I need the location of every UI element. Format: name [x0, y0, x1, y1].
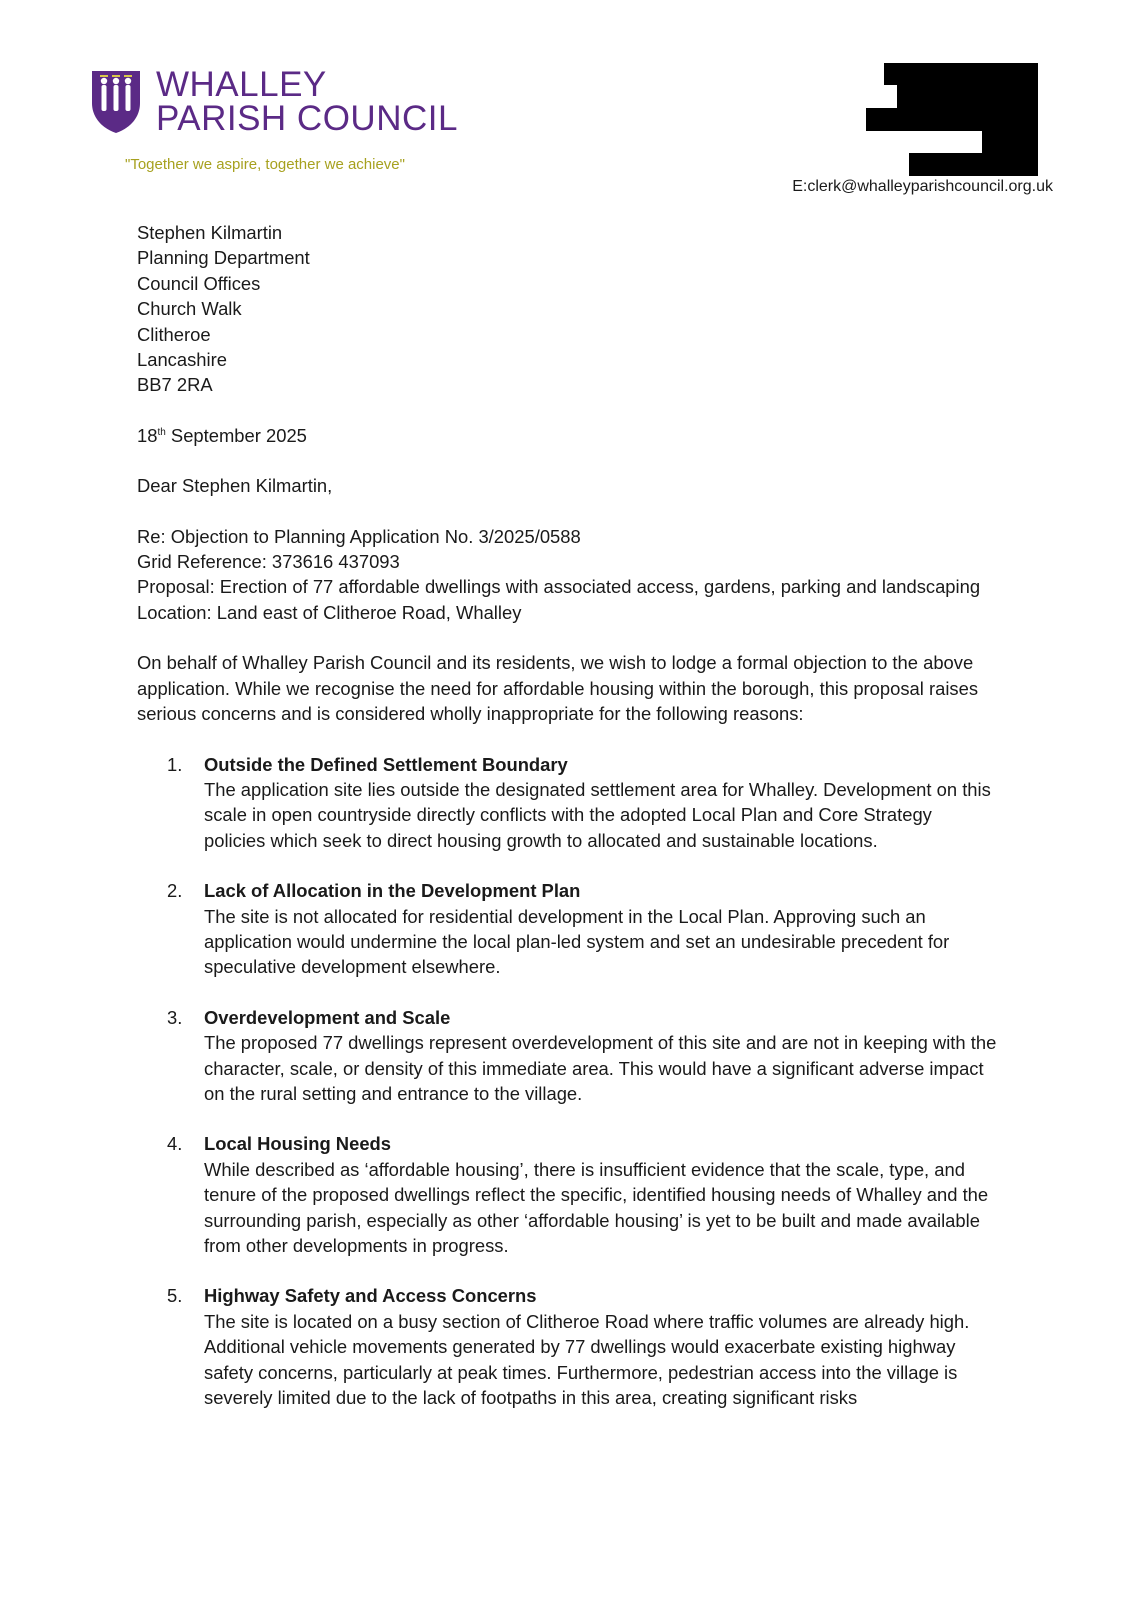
intro-paragraph: On behalf of Whalley Parish Council and its residents, we wish to lodge a formal objection to the above application. While we recognise the need for affordable housing within the borough, this proposal raises serious concerns and is considered wholly inappropriate for the following reasons: [137, 652, 979, 725]
reason-body: The proposed 77 dwellings represent overdevelopment of this site and are not in keeping with the character, scale, or density of this immediate area. This would have a significant adverse impact on the rural setting and entrance to the village. [204, 1032, 997, 1104]
address-line: Planning Department [137, 247, 310, 269]
list-item [137, 1131, 997, 1258]
reason-heading: Overdevelopment and Scale [204, 1006, 451, 1028]
reference-block [137, 524, 997, 626]
recipient-address [137, 220, 997, 398]
reason-heading: Outside the Defined Settlement Boundary [204, 753, 568, 775]
address-line: Lancashire [137, 349, 227, 371]
address-line: Stephen Kilmartin [137, 222, 283, 243]
reason-body: While described as ‘affordable housing’, there is insufficient evidence that the scale, type, and tenure of the proposed dwellings reflect the specific, identified housing needs of Whalley and the surrounding parish, especially as other ‘affordable housing’ is yet to be built and made available from other developments in progress. [204, 1158, 989, 1256]
list-item [137, 878, 997, 980]
reason-heading: Highway Safety and Access Concerns [204, 1285, 537, 1307]
letter-body [137, 220, 997, 1435]
re-line: Re: Objection to Planning Application No. 3/2025/0588 [137, 525, 581, 547]
shield-icon [90, 69, 142, 135]
list-item [137, 1005, 997, 1107]
address-line: Clitheroe [137, 323, 211, 345]
list-item [137, 752, 997, 854]
redaction-block [897, 85, 1038, 108]
tagline: "Together we aspire, together we achieve" [125, 156, 405, 173]
reason-body: The site is not allocated for residential development in the Local Plan. Approving such an application would undermine the local plan-led system and set an undesirable precedent for speculative development elsewhere. [204, 905, 950, 978]
council-name [156, 65, 458, 138]
objection-reasons-list [137, 752, 997, 1411]
redaction-block [884, 63, 1038, 85]
item-number: 4. [167, 1133, 183, 1155]
letter-date: 18th September 2025 [137, 424, 307, 446]
reason-body: The application site lies outside the designated settlement area for Whalley. Development on this scale in open countryside directly conflicts with the adopted Local Plan and Core Strategy policies which seek to direct housing growth to allocated and sustainable locations. [204, 778, 991, 851]
list-item [137, 1283, 997, 1410]
reason-heading: Lack of Allocation in the Development Plan [204, 880, 581, 902]
reason-body: The site is located on a busy section of Clitheroe Road where traffic volumes are already high. Additional vehicle movements generated by 77 dwellings would exacerbate existing highway safety concerns, particularly at peak times. Furthermore, pedestrian access into the village is severely limited due to the lack of footpaths in this area, creating significant risks [204, 1310, 970, 1409]
proposal-line: Proposal: Erection of 77 affordable dwellings with associated access, gardens, parking and landscaping [137, 576, 981, 598]
address-line: BB7 2RA [137, 374, 213, 396]
item-number: 5. [167, 1285, 183, 1307]
redaction-block [866, 108, 1038, 131]
council-logo [90, 65, 458, 138]
council-name-line1: WHALLEY [156, 65, 327, 104]
contact-email: E:clerk@whalleyparishcouncil.org.uk [792, 178, 1053, 195]
address-line: Council Offices [137, 272, 261, 294]
salutation: Dear Stephen Kilmartin, [137, 475, 333, 497]
address-line: Church Walk [137, 298, 242, 320]
council-name-line2: PARISH COUNCIL [156, 99, 458, 138]
reason-heading: Local Housing Needs [204, 1133, 392, 1155]
item-number: 3. [167, 1006, 183, 1028]
item-number: 2. [167, 880, 183, 902]
redaction-block [982, 131, 1038, 153]
location-line: Location: Land east of Clitheroe Road, Whalley [137, 601, 522, 623]
grid-reference: Grid Reference: 373616 437093 [137, 551, 400, 573]
item-number: 1. [167, 753, 183, 775]
redaction-block [909, 153, 1038, 176]
